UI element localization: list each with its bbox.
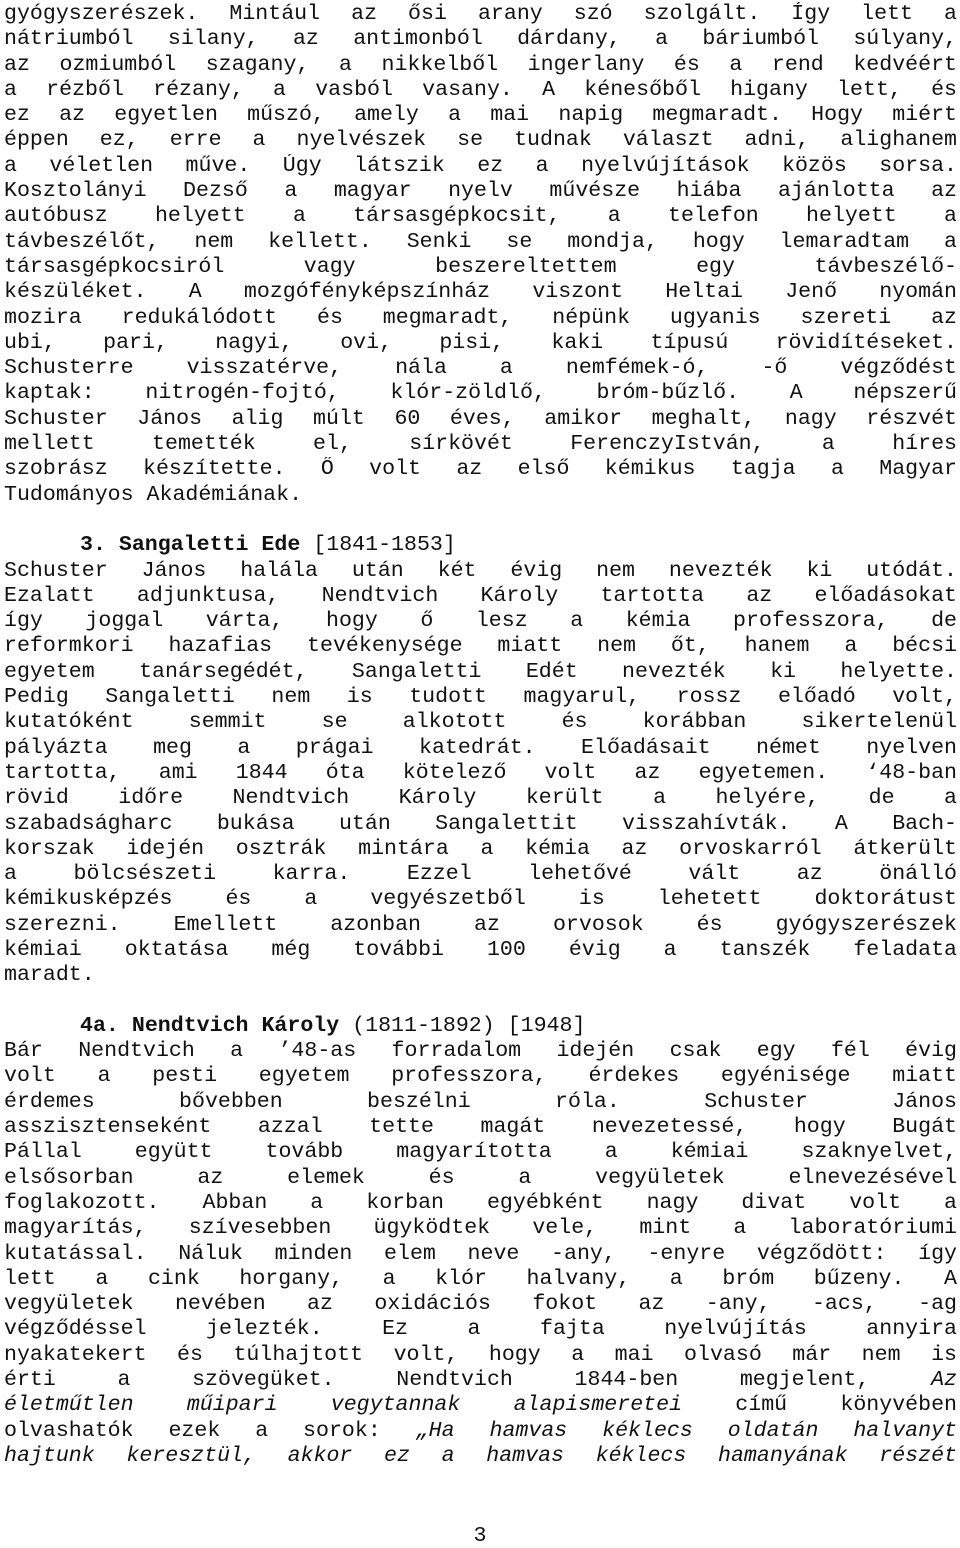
text-line: Tudományos Akadémiának. <box>4 482 303 507</box>
text-line: Bár Nendtvich a ’48-as forradalom idején csak egy fél évig <box>4 1039 957 1064</box>
text-line: nyakatekert és túlhajtott volt, hogy a mai olvasó már nem is <box>4 1342 957 1367</box>
text-line: egyetem tanársegédét, Sangaletti Edét nevezték ki helyette. <box>4 659 957 684</box>
section-heading-4a <box>4 1014 957 1039</box>
text-line: Schuster János halála után két évig nem nevezték ki utódát. <box>4 558 957 583</box>
section-name: Nendtvich Károly <box>131 1013 340 1038</box>
quote-text: „Ha hamvas kéklecs oldatán halvanyt <box>415 1418 957 1443</box>
text-line: asszisztenseként azzal tette magát nevezetessé, hogy Bugát <box>4 1115 957 1140</box>
text-line: a rézből rézany, a vasból vasany. A kénesőből higany lett, és <box>4 77 957 102</box>
text-line: kutatóként semmit se alkotott és korábban sikertelenül <box>4 710 957 735</box>
text-line: tartotta, ami 1844 óta kötelező volt az egyetemen. ‘48-ban <box>4 760 957 785</box>
text-line: ez az egyetlen műszó, amely a mai napig megmaradt. Hogy miért <box>4 103 957 128</box>
section-years: (1811-1892) [1948] <box>352 1013 586 1038</box>
text-line: elsősorban az elemek és a vegyületek elnevezésével <box>4 1165 957 1190</box>
text-line: társasgépkocsiról vagy beszereltettem egy távbeszélő- <box>4 254 957 279</box>
text-line: reformkori hazafias tevékenysége miatt nem őt, hanem a bécsi <box>4 634 957 659</box>
text-line: autóbusz helyett a társasgépkocsit, a telefon helyett a <box>4 204 957 229</box>
text-run: érti a szövegüket. Nendtvich 1844-ben megjelent, <box>4 1368 870 1393</box>
section-name: Sangaletti Ede <box>118 533 301 558</box>
section-heading-3 <box>4 533 957 558</box>
text-line: Schusterre visszatérve, nála a nemfémek-ó, -ő végződést <box>4 356 957 381</box>
text-line: maradt. <box>4 963 95 988</box>
text-line: lett a cink horgany, a klór halvany, a bróm bűzeny. A <box>4 1266 957 1291</box>
text-line: szerezni. Emellett azonban az orvosok és gyógyszerészek <box>4 912 957 937</box>
text-line: éppen ez, erre a nyelvészek se tudnak választ adni, alighanem <box>4 128 957 153</box>
text-line: vegyületek nevében az oxidációs fokot az -any, -acs, -ag <box>4 1292 957 1317</box>
text-line: mozira redukálódott és megmaradt, népünk ugyanis szereti az <box>4 305 957 330</box>
text-line: szabadságharc bukása után Sangalettit visszahívták. A Bach- <box>4 811 957 836</box>
quote-text: hajtunk keresztül, akkor ez a hamvas kéklecs hamanyának részét <box>4 1443 957 1468</box>
text-run: című könyvében <box>735 1393 957 1418</box>
text-line: távbeszélőt, nem kellett. Senki se mondja, hogy lemaradtam a <box>4 229 957 254</box>
text-line: Pedig Sangaletti nem is tudott magyarul, rossz előadó volt, <box>4 685 957 710</box>
text-line: a véletlen műve. Úgy látszik ez a nyelvújítások közös sorsa. <box>4 153 957 178</box>
section-number: 4a. <box>80 1013 119 1038</box>
text-line: kutatással. Náluk minden elem neve -any, -enyre végződött: így <box>4 1241 957 1266</box>
section-years: [1841-1853] <box>313 533 456 558</box>
text-line: kémiai oktatása még további 100 évig a tanszék feladata <box>4 937 957 962</box>
text-line: kaptak: nitrogén-fojtó, klór-zöldlő, bróm-bűzlő. A népszerű <box>4 381 957 406</box>
text-line: rövid időre Nendtvich Károly került a helyére, de a <box>4 786 957 811</box>
spacer <box>4 508 957 533</box>
spacer <box>4 989 957 1014</box>
text-line: kémikusképzés és a vegyészetből is lehetett doktorátust <box>4 887 957 912</box>
document-page <box>4 2 957 1469</box>
page-number: 3 <box>473 1524 487 1548</box>
text-line: Ezalatt adjunktusa, Nendtvich Károly tartotta az előadásokat <box>4 583 957 608</box>
text-line <box>4 1368 957 1393</box>
text-line: így joggal várta, hogy ő lesz a kémia professzora, de <box>4 609 957 634</box>
text-line: az ozmiumból szagany, a nikkelből ingerlany és a rend kedvéért <box>4 52 957 77</box>
text-line: Kosztolányi Dezső a magyar nyelv művésze hiába ajánlotta az <box>4 179 957 204</box>
book-title-lead: Az <box>931 1368 957 1393</box>
text-line: végződéssel jelezték. Ez a fajta nyelvújítás annyira <box>4 1317 957 1342</box>
text-line: a bölcsészeti karra. Ezzel lehetővé vált az önálló <box>4 862 957 887</box>
book-title: életműtlen műipari vegytannak alapismeretei <box>4 1393 683 1418</box>
text-line: ubi, pari, nagyi, ovi, pisi, kaki típusú rövidítéseket. <box>4 330 957 355</box>
text-line: volt a pesti egyetem professzora, érdekes egyénisége miatt <box>4 1064 957 1089</box>
text-line <box>4 1393 957 1418</box>
text-line: foglakozott. Abban a korban egyébként nagy divat volt a <box>4 1190 957 1215</box>
text-run: olvashatók ezek a sorok: <box>4 1418 381 1443</box>
paragraph-section-3 <box>4 559 957 989</box>
text-line: magyarítás, szívesebben ügyködtek vele, mint a laboratóriumi <box>4 1216 957 1241</box>
paragraph-section-4a <box>4 1039 957 1469</box>
text-line: mellett temették el, sírkövét FerenczyIstván, a híres <box>4 432 957 457</box>
text-line: pályázta meg a prágai katedrát. Előadásait német nyelven <box>4 735 957 760</box>
paragraph-1 <box>4 2 957 508</box>
text-line: szobrász készítette. Ő volt az első kémikus tagja a Magyar <box>4 457 957 482</box>
text-line: készüléket. A mozgófényképszínház viszont Heltai Jenő nyomán <box>4 280 957 305</box>
text-line: nátriumból silany, az antimonból dárdany, a báriumból súlyany, <box>4 27 957 52</box>
text-line: korszak idején osztrák mintára a kémia az orvoskarról átkerült <box>4 836 957 861</box>
text-line: Schuster János alig múlt 60 éves, amikor meghalt, nagy részvét <box>4 406 957 431</box>
text-line: gyógyszerészek. Mintául az ősi arany szó szolgált. Így lett a <box>4 2 957 26</box>
text-line: Pállal együtt tovább magyarította a kémiai szaknyelvet, <box>4 1140 957 1165</box>
section-number: 3. <box>80 533 106 558</box>
text-line: érdemes bővebben beszélni róla. Schuster János <box>4 1089 957 1114</box>
text-line <box>4 1419 957 1444</box>
